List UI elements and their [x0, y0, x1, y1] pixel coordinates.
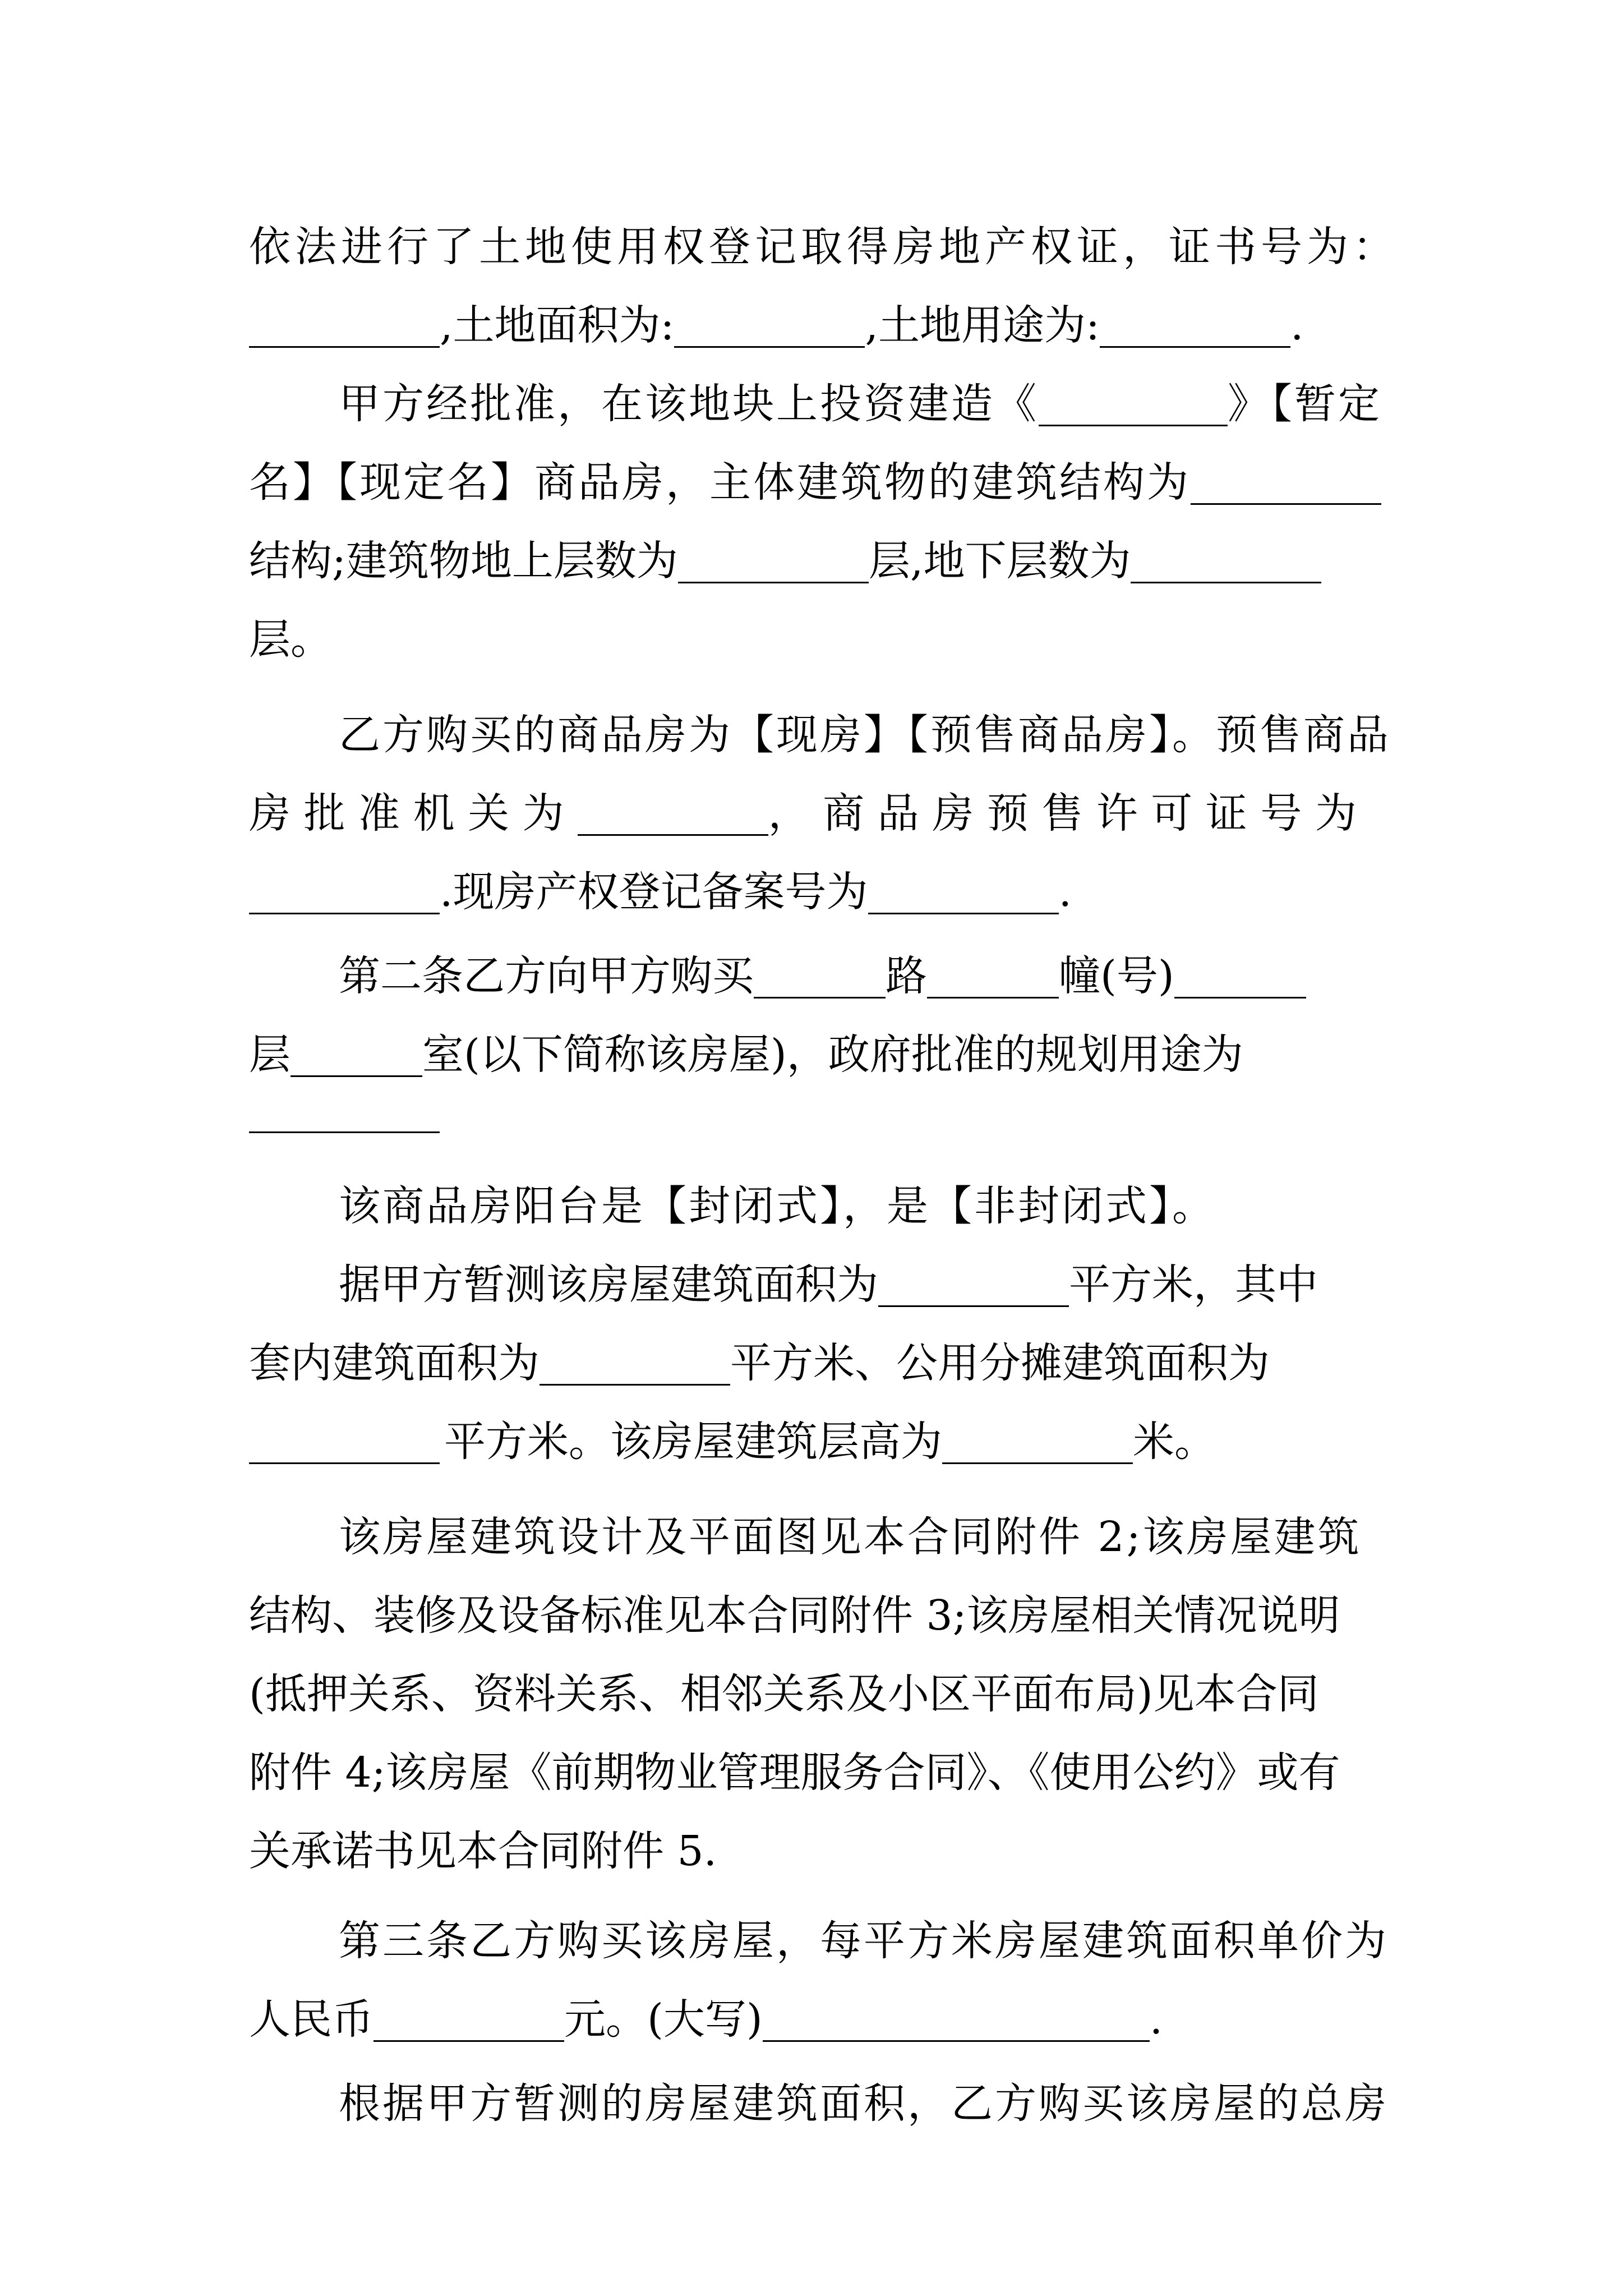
line-text: 乙方购买的商品房为【现房】【预售商品房】。预售商品	[339, 711, 1391, 759]
line-text: ,土地面积为:	[440, 301, 675, 349]
fill-blank[interactable]	[374, 1998, 564, 2042]
line-text: 房 批 准 机 关 为	[249, 789, 564, 838]
text-line	[249, 208, 1399, 286]
line-text: 平方米，其中	[1069, 1260, 1318, 1309]
text-line	[339, 1498, 1382, 1576]
line-text: 关承诺书见本合同附件 5.	[249, 1827, 717, 1875]
fill-blank[interactable]	[1100, 303, 1290, 348]
text-line	[249, 774, 1382, 853]
fill-blank[interactable]	[249, 870, 440, 914]
line-text: 室(以下简称该房屋)，政府批准的规划用途为	[422, 1030, 1243, 1079]
line-text: 第二条乙方向甲方购买	[339, 952, 754, 1000]
line-text: 路	[886, 952, 927, 1000]
text-line	[249, 1812, 1382, 1890]
line-text: 套内建筑面积为	[249, 1339, 540, 1387]
text-line	[249, 522, 1382, 600]
text-line	[249, 853, 1382, 931]
line-text: (抵押关系、资料关系、相邻关系及小区平面布局)见本合同	[249, 1670, 1319, 1718]
fill-blank[interactable]	[249, 1420, 440, 1464]
text-line	[249, 1071, 1382, 1150]
line-text: .	[1058, 868, 1072, 916]
fill-blank[interactable]	[249, 1089, 440, 1133]
line-text: 平方米、公用分摊建筑面积为	[730, 1339, 1270, 1387]
line-text: 层,地下层数为	[868, 537, 1131, 585]
fill-blank[interactable]	[868, 870, 1059, 914]
line-text: 附件 4;该房屋《前期物业管理服务合同》、《使用公约》或有	[249, 1749, 1340, 1797]
fill-blank[interactable]	[249, 303, 440, 348]
line-text: 该房屋建筑设计及平面图见本合同附件 2;该房屋建筑	[339, 1513, 1362, 1561]
text-line	[339, 1902, 1389, 1980]
text-line	[339, 2064, 1389, 2143]
line-text: 层。	[249, 615, 332, 664]
text-line	[249, 1655, 1382, 1733]
text-line	[339, 1167, 1382, 1245]
fill-blank[interactable]	[291, 1033, 422, 1077]
line-text: 米。	[1133, 1418, 1216, 1466]
line-text: .现房产权登记备案号为	[440, 868, 868, 916]
text-line	[249, 1733, 1382, 1812]
fill-blank[interactable]	[578, 792, 768, 836]
text-line	[249, 443, 1382, 522]
line-text: .	[1290, 301, 1304, 349]
line-text: ,土地用途为:	[865, 301, 1100, 349]
fill-blank[interactable]	[1039, 382, 1228, 426]
text-line	[249, 1980, 1382, 2059]
text-line	[249, 286, 1382, 365]
line-text: 结构;建筑物地上层数为	[249, 537, 678, 585]
line-text: 结构、装修及设备标准见本合同附件 3;该房屋相关情况说明	[249, 1591, 1340, 1640]
line-text: 甲方经批准，在该地块上投资建造《	[339, 380, 1039, 428]
fill-blank[interactable]	[878, 1263, 1069, 1307]
line-text: .	[1149, 1995, 1163, 2044]
line-text: ， 商 品 房 预 售 许 可 证 号 为	[768, 789, 1357, 838]
line-text: 》【暂定	[1228, 380, 1382, 428]
fill-blank[interactable]	[1131, 539, 1321, 583]
line-text: 元。(大写)	[564, 1995, 763, 2044]
line-text: 幢(号)	[1059, 952, 1174, 1000]
fill-blank[interactable]	[674, 303, 865, 348]
line-text: 名】【现定名】商品房，主体建筑物的建筑结构为	[249, 458, 1191, 507]
line-text: 依法进行了土地使用权登记取得房地产权证，证书号为：	[249, 223, 1399, 271]
line-text: 平方米。该房屋建筑层高为	[444, 1418, 942, 1466]
fill-blank[interactable]	[927, 954, 1059, 999]
fill-blank[interactable]	[1174, 954, 1306, 999]
text-line	[339, 365, 1382, 443]
text-line	[339, 1245, 1382, 1324]
line-text: 第三条乙方购买该房屋，每平方米房屋建筑面积单价为	[339, 1917, 1389, 1965]
fill-blank[interactable]	[754, 954, 886, 999]
fill-blank[interactable]	[942, 1420, 1133, 1464]
line-text: 据甲方暂测该房屋建筑面积为	[339, 1260, 878, 1309]
text-line	[339, 937, 1382, 1015]
line-text: 人民币	[249, 1995, 374, 2044]
line-text: 层	[249, 1030, 291, 1079]
line-text: 根据甲方暂测的房屋建筑面积，乙方购买该房屋的总房	[339, 2079, 1389, 2128]
text-line	[249, 1576, 1382, 1655]
text-line	[249, 1324, 1382, 1402]
text-line	[249, 600, 1382, 679]
line-text: 该商品房阳台是【封闭式】，是【非封闭式】。	[339, 1182, 1216, 1230]
text-line	[249, 1402, 1382, 1481]
fill-blank[interactable]	[540, 1341, 730, 1386]
text-line	[339, 696, 1391, 774]
fill-blank[interactable]	[678, 539, 869, 583]
fill-blank[interactable]	[1191, 461, 1381, 505]
fill-blank[interactable]	[763, 1998, 1150, 2042]
